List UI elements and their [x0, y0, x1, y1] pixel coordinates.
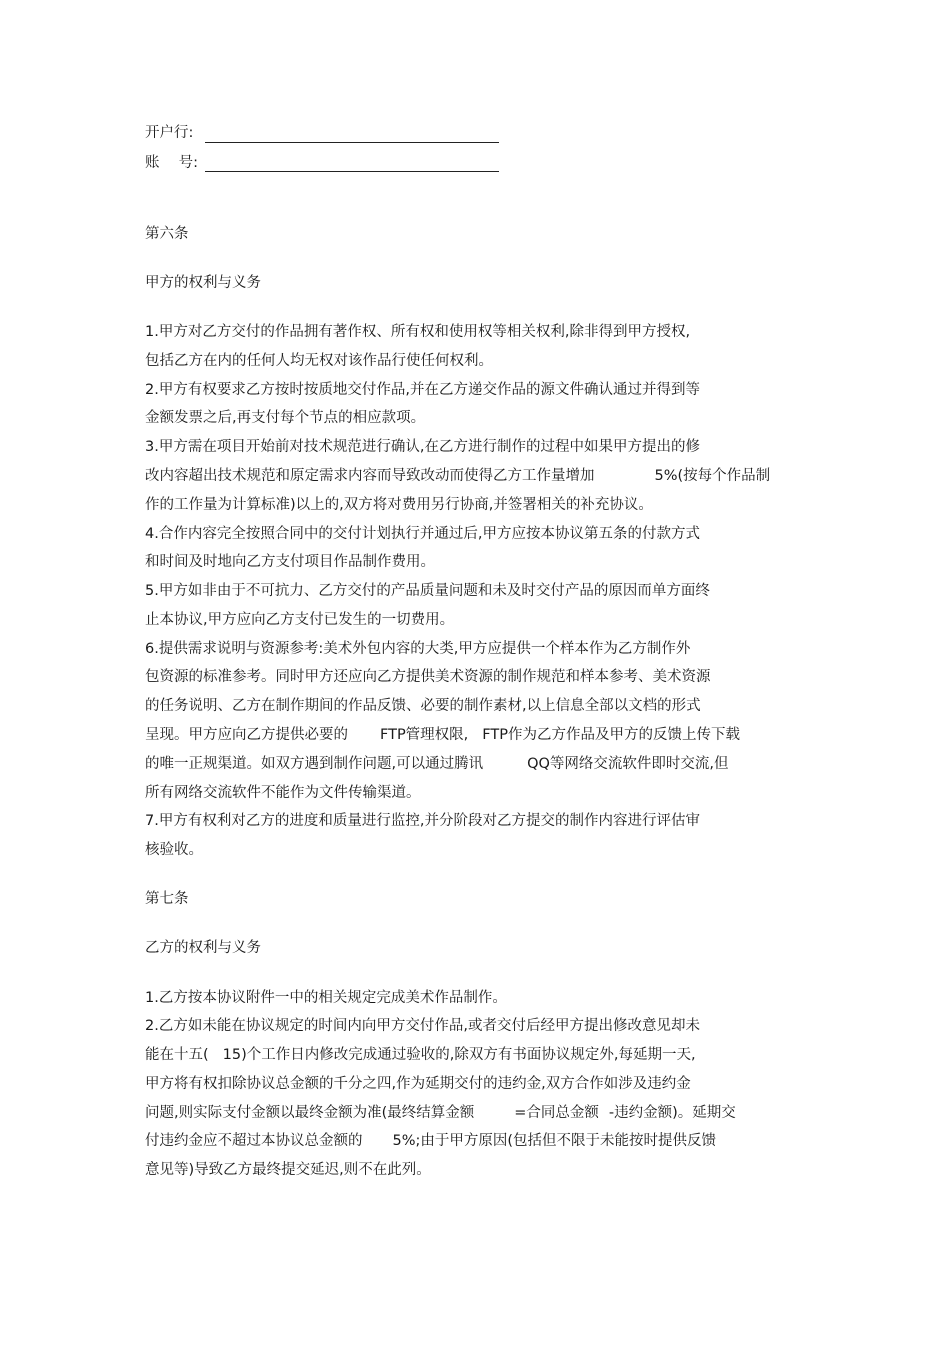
article6-line: 5.甲方如非由于不可抗力、乙方交付的产品质量问题和未及时交付产品的原因而单方面终: [145, 583, 710, 599]
article6-line: 止本协议,甲方应向乙方支付已发生的一切费用。: [145, 612, 455, 628]
article6-line: 呈现。甲方应向乙方提供必要的 FTP管理权限, FTP作为乙方作品及甲方的反馈上传下载: [145, 727, 740, 743]
article7-line: 问题,则实际支付金额以最终金额为准(最终结算金额 =合同总金额 -违约金额)。延期交: [145, 1105, 736, 1121]
article6-line: 的唯一正规渠道。如双方遇到制作问题,可以通过腾讯 QQ等网络交流软件即时交流,但: [145, 756, 729, 772]
article7-subheading: 乙方的权利与义务: [145, 940, 261, 956]
article7-line: 2.乙方如未能在协议规定的时间内向甲方交付作品,或者交付后经甲方提出修改意见却未: [145, 1018, 700, 1034]
article6-line: 所有网络交流软件不能作为文件传输渠道。: [145, 785, 421, 801]
bank-field-label: 开户行:: [145, 125, 194, 141]
article6-line: 和时间及时地向乙方支付项目作品制作费用。: [145, 554, 435, 570]
article6-subheading: 甲方的权利与义务: [145, 275, 261, 291]
article7-line: 1.乙方按本协议附件一中的相关规定完成美术作品制作。: [145, 990, 507, 1006]
article6-line: 7.甲方有权利对乙方的进度和质量进行监控,并分阶段对乙方提交的制作内容进行评估审: [145, 813, 700, 829]
article6-line: 包括乙方在内的任何人均无权对该作品行使任何权利。: [145, 353, 493, 369]
article7-line: 付违约金应不超过本协议总金额的 5%;由于甲方原因(包括但不限于未能按时提供反馈: [145, 1133, 717, 1149]
article6-line: 1.甲方对乙方交付的作品拥有著作权、所有权和使用权等相关权利,除非得到甲方授权,: [145, 324, 691, 340]
article6-line: 金额发票之后,再支付每个节点的相应款项。: [145, 410, 426, 426]
article7-heading: 第七条: [145, 891, 189, 907]
article6-line: 6.提供需求说明与资源参考:美术外包内容的大类,甲方应提供一个样本作为乙方制作外: [145, 641, 691, 657]
article7-line: 甲方将有权扣除协议总金额的千分之四,作为延期交付的违约金,双方合作如涉及违约金: [145, 1076, 691, 1092]
bank-field-blank: [205, 142, 499, 143]
article6-line: 核验收。: [145, 842, 203, 858]
article7-line: 意见等)导致乙方最终提交延迟,则不在此列。: [145, 1162, 431, 1178]
article6-line: 包资源的标准参考。同时甲方还应向乙方提供美术资源的制作规范和样本参考、美术资源: [145, 669, 711, 685]
article7-line: 能在十五( 15)个工作日内修改完成通过验收的,除双方有书面协议规定外,每延期一天,: [145, 1047, 696, 1063]
article6-line: 作的工作量为计算标准)以上的,双方将对费用另行协商,并签署相关的补充协议。: [145, 497, 653, 513]
article6-line: 2.甲方有权要求乙方按时按质地交付作品,并在乙方递交作品的源文件确认通过并得到等: [145, 382, 700, 398]
article6-heading: 第六条: [145, 226, 189, 242]
article6-line: 3.甲方需在项目开始前对技术规范进行确认,在乙方进行制作的过程中如果甲方提出的修: [145, 439, 700, 455]
article6-line: 的任务说明、乙方在制作期间的作品反馈、必要的制作素材,以上信息全部以文档的形式: [145, 698, 701, 714]
article6-line: 改内容超出技术规范和原定需求内容而导致改动而使得乙方工作量增加 5%(按每个作品制: [145, 468, 771, 484]
article6-line: 4.合作内容完全按照合同中的交付计划执行并通过后,甲方应按本协议第五条的付款方式: [145, 526, 700, 542]
account-field-label: 账 号:: [145, 155, 198, 171]
account-field-blank: [205, 171, 499, 172]
